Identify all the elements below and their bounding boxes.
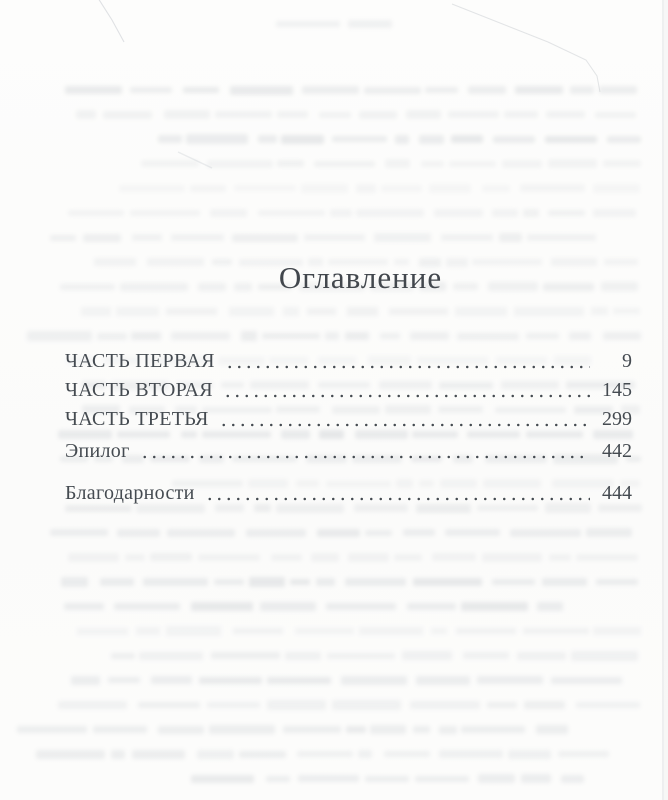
bleedthrough-line [56,724,642,736]
dot-leader [221,376,590,405]
bleedthrough-line [56,650,642,662]
bleedthrough-line [56,527,642,539]
dot-leader [138,437,590,466]
toc-entry [65,376,632,405]
toc-entry-label: ЧАСТЬ ПЕРВАЯ [65,350,215,372]
toc-entry-label: ЧАСТЬ ТРЕТЬЯ [65,408,209,430]
bleedthrough-line [56,601,642,613]
bleedthrough-line [56,699,642,711]
toc-entry [65,347,632,376]
toc-entry-page-number: 145 [602,379,632,401]
dot-leader [223,347,590,376]
bleedthrough-line [56,551,642,563]
dot-leader [217,405,590,434]
dot-leader [203,479,590,508]
toc-entry [65,437,632,466]
bleedthrough-line [56,773,642,785]
toc-heading: Оглавление [278,260,443,295]
toc-entry-page-number: 442 [602,440,632,462]
toc-entry [65,405,632,434]
toc-entry-page-number: 444 [602,482,632,504]
bleedthrough-line [56,674,642,686]
toc-list [65,347,632,508]
toc-entry [65,479,632,508]
toc-entry-label: Благодарности [65,482,195,504]
toc-entry-label: ЧАСТЬ ВТОРАЯ [65,379,213,401]
bleedthrough-line [56,625,642,637]
toc-entry-label: Эпилог [65,440,130,462]
toc-entry-page-number: 9 [622,350,632,372]
toc-entry-page-number: 299 [602,408,632,430]
bleedthrough-line [56,576,642,588]
bleedthrough-line [56,748,642,760]
